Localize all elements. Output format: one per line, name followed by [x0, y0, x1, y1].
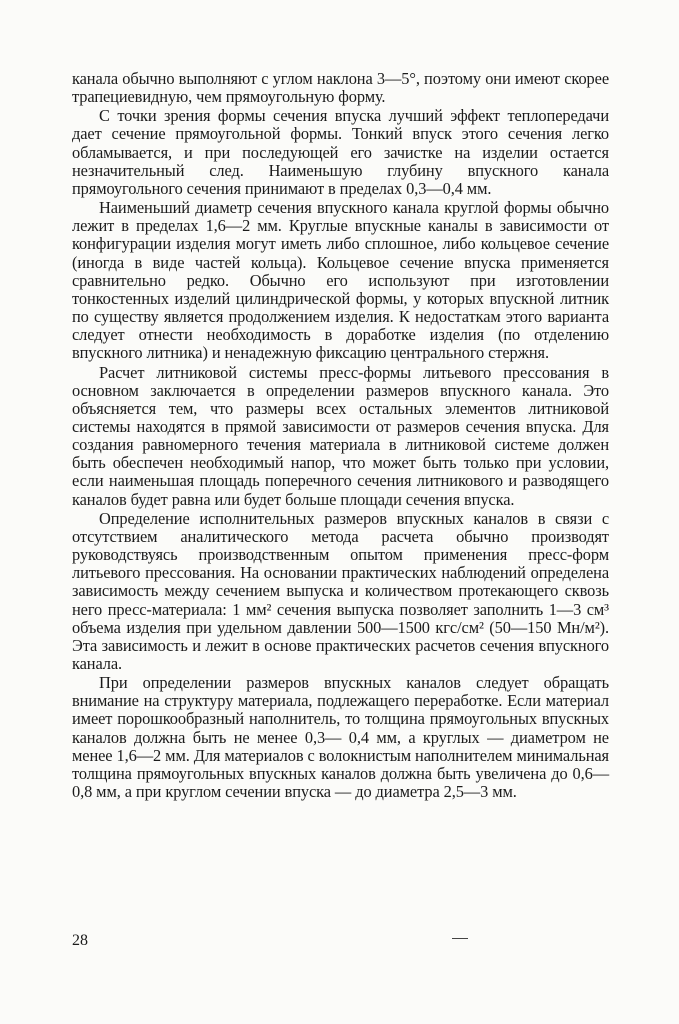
print-mark — [452, 938, 468, 939]
body-text — [72, 70, 609, 801]
paragraph-runner-calculation: Расчет литниковой системы пресс-формы литьевого прессования в основном заключается в определении размеров впускного канала. Это объясняется тем, что размеры всех остальных элементов литниковой системы находятся в прямой зависимости от размеров сечения впуска. Для создания равномерного течения материала в литниковой системе должен быть обеспечен необходимый напор, что может быть только при условии, если наименьшая площадь поперечного сечения литникового и разводящего каналов будет равна или будет больше площади сечения впуска. — [72, 362, 609, 509]
paragraph-rectangular-gate: С точки зрения формы сечения впуска лучший эффект теплопередачи дает сечение прямоугольной формы. Тонкий впуск этого сечения легко обламывается, и при последующей его зачистке на изделии остается незначительный след. Наименьшую глубину впускного канала прямоугольного сечения принимают в пределах 0,3—0,4 мм. — [72, 106, 609, 198]
paragraph-gate-dimensions: Определение исполнительных размеров впускных каналов в связи с отсутствием аналитического метода расчета обычно производят руководствуясь производственным опытом применения пресс-форм литьевого прессования. На основании практических наблюдений определена зависимость между сечением выпуска и количеством протекающего сквозь него пресс-материала: 1 мм² сечения выпуска позволяет заполнить 1—3 см³ объема изделия при удельном давлении 500—1500 кгс/см² (50—150 Мн/м²). Эта зависимость и лежит в основе практических расчетов сечения впускного канала. — [72, 508, 609, 673]
paragraph-material-structure: При определении размеров впускных каналов следует обращать внимание на структуру материала, подлежащего переработке. Если материал имеет порошкообразный наполнитель, то толщина прямоугольных впускных каналов должна быть не менее 0,3— 0,4 мм, а круглых — диаметром не менее 1,6—2 мм. Для материалов с волокнистым наполнителем минимальная толщина прямоугольных впускных каналов должна быть увеличена до 0,6—0,8 мм, а при круглом сечении впуска — до диаметра 2,5—3 мм. — [72, 673, 609, 802]
paragraph-round-gate: Наименьший диаметр сечения впускного канала круглой формы обычно лежит в пределах 1,6—2 мм. Круглые впускные каналы в зависимости от конфигурации изделия могут иметь либо сплошное, либо кольцевое сечение (иногда в виде частей кольца). Кольцевое сечение впуска применяется сравнительно редко. Обычно его используют при изготовлении тонкостенных изделий цилиндрической формы, у которых впускной литник по существу является продолжением изделия. К недостаткам этого варианта следует отнести необходимость в доработке изделия (по отделению впускного литника) и ненадежную фиксацию центрального стержня. — [72, 198, 609, 363]
page-number: 28 — [72, 932, 88, 949]
paragraph-continuation: канала обычно выполняют с углом наклона 3—5°, поэтому они имеют скорее трапециевидную, чем прямоугольную форму. — [72, 69, 609, 107]
